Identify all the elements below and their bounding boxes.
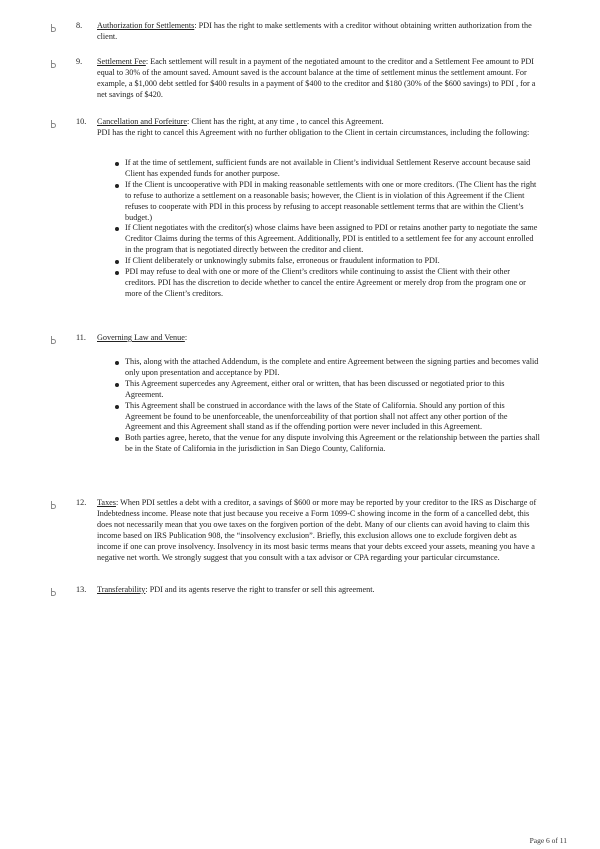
list-item: Both parties agree, hereto, that the venue for any dispute involving this Agreement or the relationship between the parties shall be in the State of California in the jurisdiction in San Diego County, California.: [125, 433, 540, 455]
list-item: This Agreement supercedes any Agreement, either oral or written, that has been discussed or negotiated prior to this Agreement.: [125, 379, 540, 401]
list-item: This, along with the attached Addendum, is the complete and entire Agreement between the signing parties and becomes valid only upon presentation and acceptance by PDI.: [125, 357, 540, 379]
bullet-dot-icon: [115, 227, 119, 231]
section-text: [97, 21, 537, 43]
section-body: : PDI and its agents reserve the right to transfer or sell this agreement.: [145, 585, 375, 594]
list-item: If Client negotiates with the creditor(s) whose claims have been assigned to PDI or retains another party to negotiate the same Creditor Claims during the terms of this Agreement. Additionally, PDI is entitled to a settlement fee for any account enrolled in the program that is negotiated directly between the creditor and client.: [125, 223, 540, 256]
bullet-dot-icon: [115, 184, 119, 188]
section-number: 8.: [76, 21, 83, 30]
section-body: : Each settlement will result in a payment of the negotiated amount to the creditor and a Settlement Fee amount to PDI equal to 30% of the amount saved. Amount saved is the account balance at the time of settlement minus the settlement amount. For example, a $1,000 debt settled for $400 results in a payment of $400 to the creditor and $180 (30% of the $600 savings) to PDI , for a net savings of $420.: [97, 57, 536, 99]
bullet-marker-icon: [51, 24, 57, 32]
bullet-dot-icon: [115, 361, 119, 365]
section-text: [97, 117, 537, 139]
bullet-dot-icon: [115, 260, 119, 264]
bullet-marker-icon: [51, 336, 57, 344]
list-item: This Agreement shall be construed in accordance with the laws of the State of California. Should any portion of this Agreement be found to be unenforceable, the unenforceability of that portion shall not affect any other portion of the Agreement and this Agreement shall stand as if the offending portion were never included in this Agreement.: [125, 401, 540, 434]
bullet-dot-icon: [115, 271, 119, 275]
bullet-dot-icon: [115, 405, 119, 409]
bullet-marker-icon: [51, 120, 57, 128]
section-body: : PDI has the right to make settlements with a creditor without obtaining written authorization from the client.: [97, 21, 532, 41]
bullet-list: [125, 158, 540, 300]
list-item: If Client deliberately or unknowingly submits false, erroneous or fraudulent information to PDI.: [125, 256, 540, 267]
section-text: [97, 57, 537, 101]
list-item: PDI may refuse to deal with one or more of the Client’s creditors while continuing to assist the Client with their other creditors. PDI has the discretion to decide whether to cancel the entire Agreement or merely drop from the program one or more of the Client’s creditors.: [125, 267, 540, 300]
section-text: [97, 585, 537, 596]
section-body: : When PDI settles a debt with a creditor, a savings of $600 or more may be reported by your creditor to the IRS as Discharge of Indebtedness income. Please note that just because you receive a Form 1099-C showing income in the form of a cancelled debt, this does not necessarily mean that you owe taxes on the forgiven portion of the debt. Many of our clients can avoid having to claim this income based on IRS Publication 908, the “insolvency exclusion”. Briefly, this exclusion allows one to exclude forgiven debt as income if one can prove insolvency. Insolvency in its most basic terms means that your debts exceed your assets, meaning you have a negative net worth. We strongly suggest that you consult with a tax advisor or CPA regarding your particular circumstance.: [97, 498, 537, 562]
section-number: 9.: [76, 57, 83, 66]
section-heading: Transferability: [97, 585, 146, 594]
section-text: [97, 333, 537, 344]
list-item: If the Client is uncooperative with PDI in making reasonable settlements with one or more creditors. (The Client has the right to refuse to authorize a settlement on a reasonable basis; however, the Client is in violation of this Agreement if the Client refuses to cooperate with PDI in this process by refusing to accept reasonable settlement terms that are within the Client’s budget.): [125, 180, 540, 224]
section-heading: Cancellation and Forfeiture: [97, 117, 188, 126]
section-body: : Client has the right, at any time , to cancel this Agreement.: [187, 117, 384, 126]
section-number: 10.: [76, 117, 87, 126]
section-body-continued: PDI has the right to cancel this Agreement with no further obligation to the Client in certain circumstances, including the following:: [97, 127, 530, 137]
section-heading: Taxes: [97, 498, 116, 507]
section-text: [97, 498, 537, 563]
bullet-dot-icon: [115, 162, 119, 166]
page-number: Page 6 of 11: [529, 836, 567, 845]
bullet-marker-icon: [51, 588, 57, 596]
bullet-list: [125, 357, 540, 455]
section-number: 12.: [76, 498, 87, 507]
section-body: :: [184, 333, 188, 342]
bullet-dot-icon: [115, 437, 119, 441]
section-heading: Settlement Fee: [97, 57, 146, 66]
bullet-dot-icon: [115, 383, 119, 387]
section-number: 13.: [76, 585, 87, 594]
section-heading: Authorization for Settlements: [97, 21, 195, 30]
section-number: 11.: [76, 333, 86, 342]
list-item: If at the time of settlement, sufficient funds are not available in Client’s individual Settlement Reserve account because said Client has expended funds for another purpose.: [125, 158, 540, 180]
section-heading: Governing Law and Venue: [97, 333, 185, 342]
bullet-marker-icon: [51, 60, 57, 68]
bullet-marker-icon: [51, 501, 57, 509]
